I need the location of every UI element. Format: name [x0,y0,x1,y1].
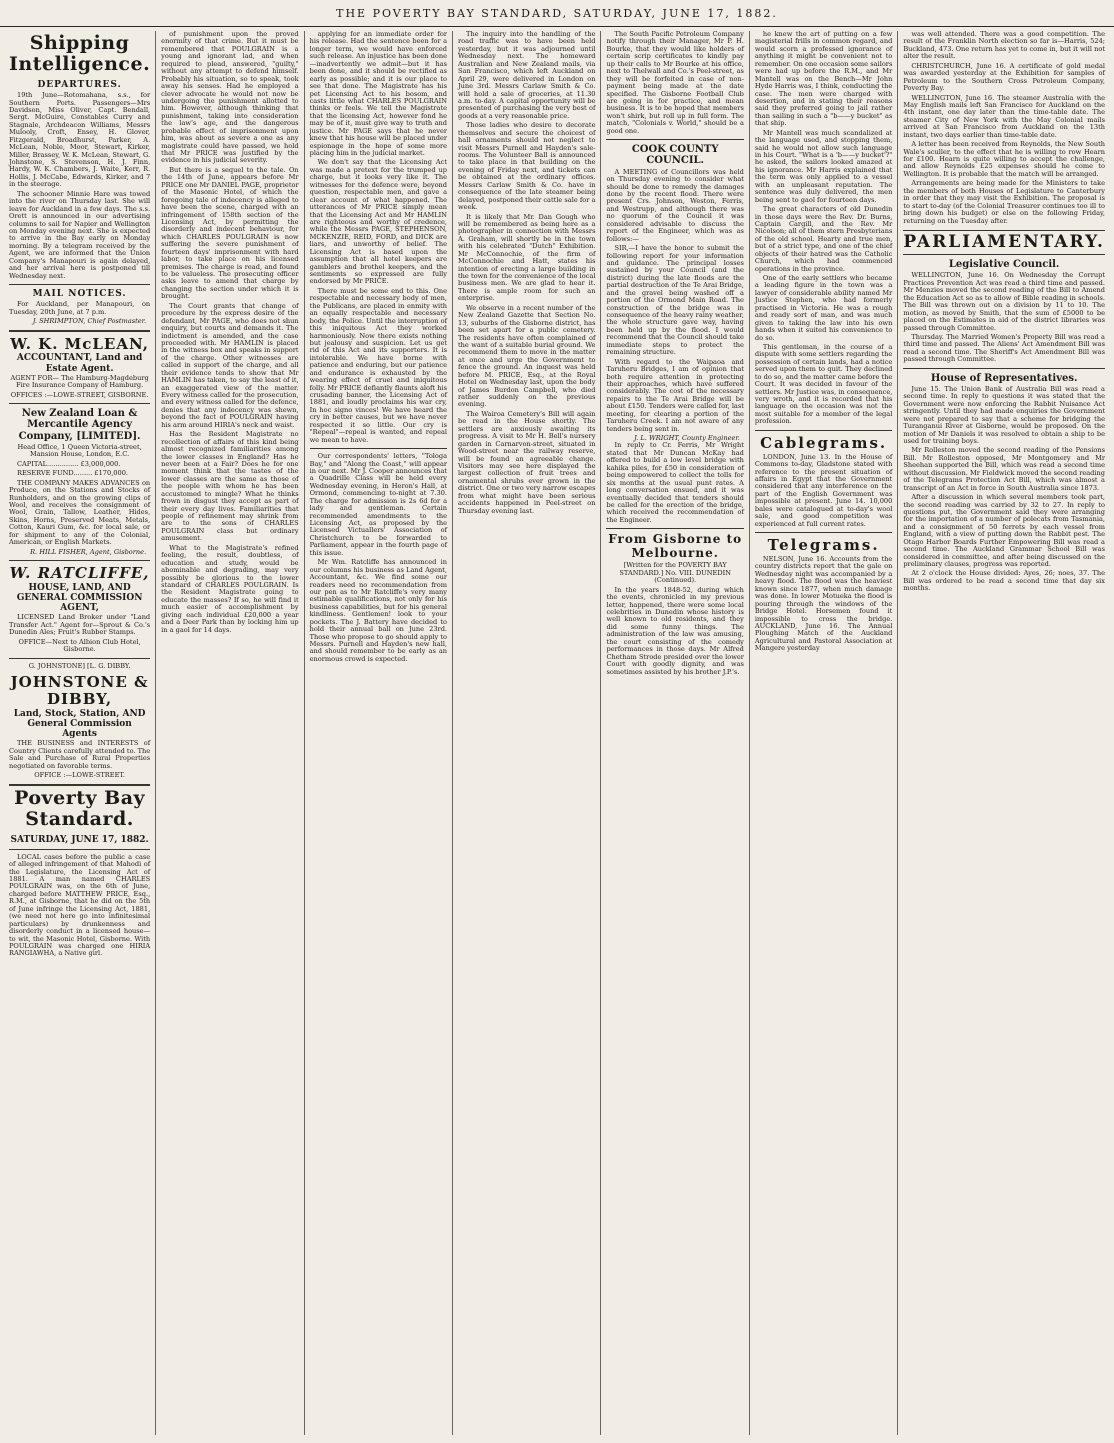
ratcliffe-text: LICENSED Land Broker under "Land Transfer Act." Agent for—Sprout & Co.'s Dunedin Ales; Fruit's Rubber Stamps. [9,613,151,637]
local-news-1: Our correspondents' letters, "Tologa Bay," and "Along the Coast," will appear in our next. Mr J. Cooper announces that a Quadrille Class will be held every Wednesday evening, in Heron's Hall, at Ormond, commencing to-night at 7.30. The charge for admission is 2s 6d for a lady and gentleman. Certain recommended amendments to the Licensing Act, as proposed by the Licensed Victuallers' Association of Christchurch to be forwarded to Parliament, appear in the fourth page of this issue. [309,452,448,557]
leader-text: LOCAL cases before the public a case of alleged infringement of that Mahodi of the Legislature, the Licensing Act of 1881. A man named CHARLES POULGRAIN was, on the 6th of June, charged before MATTHEW PRICE, Esq., R.M., at Gisborne, that he did on the 5th of June infringe the Licensing Act, 1881, (we need not here go into infinitesimal particulars) by drunkenness and disorderly conduct in a licensed house—to wit, the Masonic Hotel, Gisborne. With POULGRAIN was charged one HIRIA RANGIAWHA, a Native girl. [9,852,151,958]
telegrams-text: NELSON, June 16. Accounts from the country districts report that the gale on Wednesday night was accompanied by a heavy flood. The flood was the heaviest known since 1877, when much damage was done. In lower Motueka the flood is pouring through the windows of the Bridge Hotel. Horsemen found it impossible to cross the bridge. AUCKLAND, June 16. The Annual Ploughing Match of the Auckland Agricultural and Pastoral Association at Mangere yesterday [754,555,893,653]
mclean-name: W. K. McLEAN, [10,334,149,353]
cook-council-signature: J. L. WRIGHT, County Engineer. [634,434,740,443]
jd-heading: JOHNSTONE & DIBBY, [10,673,149,709]
cook-council-text-1: A MEETING of Councillors was held on Thursday evening to consider what should be done to remedy the damages done by the recent flood. There were present Crs. Johnson, Weston, Ferris, and Westrupp, and although there was no quorum of the Council it was considered advisable to discuss the report of the Engineer, which was as follows:— [606,167,744,243]
jd-names: G. JOHNSTONE] [L. G. DIBBY. [28,661,131,670]
reynolds-telegram: A letter has been received from Reynolds, the New South Wale's sculler, to the effect that he is willing to row Hearn for £100. Hearn is quite willing to accept the challenge, and allow Reynolds £25 expenses should he come to Wellington. It is probable that the match will be arranged. [903,140,1105,178]
exhibition-telegram: Arrangements are being made for the Ministers to take the members of both Houses of Legislature to Canterbury in order that they may visit the Exhibition. The proposal is to start to-day (of the Colonial Treasurer continues too ill to bring down his budget) or else on the following Friday, returning on the Tuesday after. [903,179,1105,225]
local-news-8: The South Pacific Petroleum Company notify through their Manager, Mr P. H. Bourke, that they would like holders of certain scrip certificates to kindly pay up their calls to Mr Bourke at his office, next to Thelwall and Co.'s Peel-street, as they will be forfeited in case of non-payment being made at the date specified. The Gisborne Football Club are going in for practice, and mean business. It is to be hoped that members won't shirk, but roll up in full form. The match, "Colonials v. World," should be a good one. [606,30,744,135]
masthead: THE POVERTY BAY STANDARD, SATURDAY, JUNE 17, 1882. [0,0,1114,27]
nzl-text: THE COMPANY MAKES ADVANCES on Produce, on the Stations and Stocks of Runholders, and on the growing clips of Wool, and receives the consignment of Wool, Grain, Tallow, Leather, Hides, Skins, Horns, Preserved Meats, Metals, Cotton, Kauri Gum, &c. for local sale, or for shipment to any of the Colonial, American, or English Markets. [9,478,151,547]
leader-end-1: applying for an immediate order for his release. Had the sentence been for a longer term, we would have enforced such release. An injustice has been done—inadvertently we admit—but it has been done, and it should be rectified as early as possible; and it is our place to see that done. The Magistrate has his pet Licensing Act to his bosom, and casts little what CHARLES POULGRAIN thinks or feels. We tell the Magistrate that the licensing Act, however fond he may be of it, must give way to truth and justice. Mr PAGE says that he never knew that his house will be placed under espionage in the hope of some more placing him in the judicial market. [309,30,448,157]
christchurch-telegram: CHRISTCHURCH, June 16. A certificate of gold medal was awarded yesterday at the Exhibition for samples of Petroleum to the Southern Cross Petroleum Company, Poverty Bay. [903,61,1105,93]
mail-signature: J. SHRIMPTON, Chief Postmaster. [32,317,147,326]
dunedin-text-3: The great characters of old Dunedin in those days were the Rev. Dr. Burns, Captain Cargill, and the Rev. Mr Nicolson; all of them stern Presbyterians of the old school. Hearty and true men, but of a strict type, and one of the chief objects of their hatred was the Catholic Church, which had commenced operations in the province. [754,205,893,273]
ratcliffe-heading: W. RATCLIFFE, [9,564,150,583]
ratcliffe-subheading: HOUSE, LAND, AND GENERAL COMMISSION AGENT, [16,583,143,614]
local-news-7: The Wairoa Cemetery's Bill will again be read in the House shortly. The settlers are anxiously awaiting its progress. A visit to Mr H. Bell's nursery garden in Carnarvon-street, situated in Wood-street near the railway reserve, will be found an agreeable change. Visitors may see here displayed the largest collection of fruit trees and ornamental shrubs ever grown in the district. One or two very narrow escapes from what might have been serious accidents happened in Peel-street on Thursday evening last. [458,409,596,515]
newspaper-columns [0,27,1114,1435]
column-5 [601,31,749,1435]
departures-text: 19th June—Rotomahana, s.s., for Southern Ports. Passengers—Mrs Davidson, Miss Oliver, Capt. Bendall, Sergt. McGuire, Constables Curry and Stagnale, Archdeacon Williams, Messrs Mulooly, Croft, Ensey, H. Glover, Fitzgerald, Broadhurst, Parker, A. McLean, Noble, Moor, Stewart, Kirker, Miller, Brassey, W. K. McLean, Stewart, G. Johnstone, S. Stevenson, H. J. Finn, Hardy, W. K. Chambers, J. Waite, Kerr, R. Hollis, J. McCabe, Edwards, Kirker, and 7 in the steerage. [9,91,151,189]
column-4 [453,31,601,1435]
jd-subheading: Land, Stock, Station, AND General Commission Agents [13,708,146,740]
nzl-reserve: RESERVE FUND......... £170,000. [17,469,128,478]
house-text-2: Mr Rolleston moved the second reading of the Pensions Bill. Mr Rolleston opposed, Mr Montgomery and Mr Sheehan supported the Bill, which was read a second time without discussion. Mr Fieldwick moved the second reading of the Telegrams Protection Act Bill, which was almost a transcript of an Act in force in South Australia since 1873. [903,446,1105,492]
thursday-text: Thursday. The Married Women's Property Bill was read a third time and passed. The Aliens' Act Amendment Bill was read a second time. The Sheriff's Act Amendment Bill was passed through Committee. [903,332,1105,364]
cook-council-text-4: In reply to Cr. Ferris, Mr Wright stated that Mr Duncan McKay had offered to build a low level bridge with kahika piles, for £50 in consideration of being empowered to collect the tolls for six months at the usual punt rates. A long conversation ensued, and it was eventually decided that tenders should be called for the erection of the bridge, which received the recommendation of the Engineer. [606,441,744,524]
jd-office: OFFICE :—LOWE-STREET. [34,771,125,780]
nzl-agent: R. HILL FISHER, Agent, Gisborne. [30,547,147,556]
leader-continued-3: The Court grants that change of procedure by the express desire of the defendant, Mr PAGE, who does not shun enquiry, but courts and demands it. The indictment is amended, and the case proceeded with. Mr HAMLIN is placed in the witness box and speaks in support of the charge. Other witnesses are called in support of the charge, and all their evidence tends to show that Mr HAMLIN has taken, to say the least of it, an exaggerated view of the matter. Every witness called for the prosecution, and every witness called for the defence, denies that any indecency was shewn, beyond the fact of POULGRAIN having his arm around HIRIA's neck and waist. [161,301,299,429]
from-gisborne-heading: From Gisborne to Melbourne. [608,532,743,560]
ratcliffe-office: OFFICE—Next to Albion Club Hotel, Gisborne. [18,637,141,654]
local-news-5: It is likely that Mr. Dan Gough who will be remembered as being here as a photographer in connection with Messrs A. Graham, will shortly be in the town with his celebrated "Dutch" Exhibition. Mr McConnochie, of the firm of McConnochie and Hatt, states his intention of erecting a large building in the town for the convenience of the local business men. We are glad to hear it. There is ample room for such an enterprise. [458,212,596,303]
local-news-3: The inquiry into the handling of the road traffic was to have been held yesterday, but it was adjourned until Wednesday next. The homeward Australian and New Zealand mails, via San Francisco, which left Auckland on April 29, were delivered in London on June 3rd. Messrs Carlaw Smith & Co. will hold a sale of groceries, at 11.30 a.m. to-day. A capital opportunity will be presented of purchasing the very best of goods at a very reasonable price. [458,30,596,120]
column-2 [156,31,304,1435]
legislative-council-text: WELLINGTON, June 16. On Wednesday the Corrupt Practices Prevention Act was read a third time and passed. Mr Menzies moved the second reading of the Bill to Amend the Education Act so as to allow of Bible reading in schools. The Bill was thrown out on a division by 11 to 10. The motion, as moved by Smith, that the sum of £5000 to be placed on the Estimates in aid of the district libraries was passed through Committee. [903,271,1105,332]
leader-continued-2: But there is a sequel to the tale. On the 14th of June, appears before Mr PRICE one Mr DANIEL PAGE, proprietor of the Masonic Hotel, of which the foregoing tale of indecency is alleged to have been the scene, charged with an infringement of 158th section of the Licensing Act, by permitting the disorderly and indecent behaviour, for which CHARLES POULGRAIN is now suffering the severe punishment of fourteen days' imprisonment with hard labor, to take place on his licensed premises. The charge is read, and found to be valueless. The prosecuting officer asks leave to amend that charge by changing the section under which it is brought. [161,165,299,301]
paper-date: SATURDAY, JUNE 17, 1882. [10,834,149,845]
mclean-agent: AGENT FOR— The Hamburg-Magdeburg Fire Insurance Company of Hamburg. [10,373,149,390]
nzl-heading: New Zealand Loan & Mercantile Agency Company, [LIMITED]. [18,408,141,442]
leader-continued-5: What to the Magistrate's refined feeling, the result, doubtless, of education and study, would be abominable and degrading, may very possibly be glorious to the lower standard of CHARLES POULGRAIN. Is the Resident Magistrate going to educate the masses? If so, he will find it much easier of accomplishment by giving each individual £20,000 a year and a Deer Park than by locking him up in a gaol for 14 days. [161,543,299,634]
column-7 [898,31,1110,1435]
nzl-capital: CAPITAL............... £3,000,000. [17,459,121,468]
telegrams-heading: Telegrams. [767,536,880,555]
column-6 [750,31,898,1435]
house-text-4: At 2 o'clock the House divided: Ayes, 26; noes, 37. The Bill was ordered to be read a second time that day six months. [903,569,1105,593]
cook-council-text-3: With regard to the Waipaoa and Taruheru Bridges, I am of opinion that both require attention in protecting their approaches, which have suffered considerably. The cost of the necessary repairs to the Te Arai Bridge will be about £150. Tenders were called for, last meeting, for clearing a portion of the Taruheru Creek. I am not aware of any tenders being sent in. [606,357,744,433]
house-text-3: After a discussion in which several members took part, the second reading was carried by 32 to 27. In reply to questions put, the Government said they were arranging for the importation of a number of polecats from Tasmania, and a consignment of 50 ferrets by each vessel from England, with a view of putting down the Rabbit pest. The Otago Harbor Boards Further Empowering Bill was read a second time. The Auckland Grammar School Bill was considered in committee, and after being discussed on the preliminary clauses, progress was reported. [903,493,1105,569]
cablegrams-text: LONDON, June 13. In the House of Commons to-day, Gladstone stated with reference to the present situation of affairs in Egypt that the Government considered that any interference on the part of the English Government was impossible at present. June 14. 10,000 bales were catalogued at to-day's wool sale, and good competition was experienced at full current rates. [754,452,893,528]
from-gisborne-subheading: [Written for the POVERTY BAY STANDARD.] No. VIII. DUNEDIN (Continued). [619,561,731,585]
dunedin-text-1: he knew the art of putting on a few magisterial frills in common regard, and would scorn a professed ignorance of anything it might be convenient not to remember. On one occasion some sailors were had up before the R.M., and Mr Mantell was on the Bench—Mr John Hyde Harris was, I think, conducting the case. The men were charged with desertion, and in stating their reasons said they preferred going to jail rather than sailing in such a "b——y bucket" as that ship. [754,30,893,128]
cook-council-text-2: SIR,—I have the honor to submit the following report for your information and guidance. The principal losses sustained by your Council (and the district) during the late floods are the partial destruction of the Te Arai Bridge, and the gravel being washed off a portion of the Ormond Main Road. The construction of the bridge was in consequence of the heavy rainy weather, the whole structure gave way, having been held up by the flood. I would recommend that the Council should take immediate steps to protect the remaining structure. [606,244,744,357]
shipping-text: The schooner Minnie Hare was towed into the river on Thursday last. She will leave for Auckland in a few days. The s.s. Orett is announced in our advertising columns to sail for Napier and Wellington on Monday evening next. She is expected to arrive in the Bay early on Monday morning. By a telegram received by the Agent, we are informed that the Union Company's Manapouri is again delayed, and her arrival here is postponed till Wednesday next. [9,189,151,280]
leader-continued-4: Has the Resident Magistrate no recollection of affairs of this kind being almost recognized familiarities among the lower classes in England? Has he never been at a Fair? Does he for one moment think that the tastes of the lower classes are the same as those of the people with whom he has been accustomed to mingle? What he thinks frown in disgust they accept as part of their every day lives. Familiarities that people of refinement may shrink from are to the sons of CHARLES POULGRAIN class but ordinary amusement. [161,430,299,543]
parliamentary-heading: PARLIAMENTARY. [903,230,1105,255]
mclean-offices: OFFICES :—LOWE-STREET, GISBORNE. [10,390,149,399]
cablegrams-heading: Cablegrams. [760,433,888,452]
legislative-council-heading: Legislative Council. [948,259,1060,271]
mclean-title: ACCOUNTANT, Land and Estate Agent. [16,353,143,374]
cook-council-heading: COOK COUNTY COUNCIL. [631,144,719,167]
shipping-heading: Shipping Intelligence. [9,32,151,76]
dunedin-text-5: This gentleman, in the course of a dispute with some settlers regarding the possession of certain lands, had a notice served upon them to quit. They declined to do so, and the matter came before the Court. It was decided in favour of the settlers. Mr Justice was, in consequence, very wroth, and it is recorded that his language on the occasion was not the most suitable for a member of the legal profession. [754,342,893,426]
leader-end-2: We don't say that the Licensing Act was made a pretext for the trumped up charge, but it looks very like it. The witnesses for the defence were, beyond question, respectable men, and gave a clear account of what happened. The utterances of Mr PRICE simply mean that the Licensing Act and Mr HAMLIN are righteous and worthy of credence, while the Messrs PAGE, STEPHENSON, MCKENZIE, REID, FORD, and DICK are liars, and unworthy of belief. The Licensing Act is based upon the assumption that all hotel keepers are gamblers and brothel keepers, and the sentiments so expressed are fully endorsed by Mr PRICE. [309,158,448,286]
house-text-1: June 15. The Union Bank of Australia Bill was read a second time. In reply to questions it was stated that the Government were now enforcing the Rabbit Nuisance Act stringently. Until they had made enquiries the Government were not prepared to say that a scheme for bridging the Turanganui River at Gisborne, would be proposed. On the motion of Mr Daniels it was resolved to obtain a ship to be used for training boys. [903,384,1105,446]
nzl-office: Head Office, 1 Queen Victoria-street, Mansion House, London, E.C. [17,442,142,459]
house-of-representatives-heading: House of Representatives. [930,372,1078,384]
mail-heading: MAIL NOTICES. [32,289,127,300]
dunedin-text-2: Mr Mantell was much scandalized at the language used, and stopping them, said he would not allow such language in his Court. "What is a 'b——y bucket'?" he asked, the sailors looked amazed at his ignorance. Mr Harris explained that the term was only applied to a vessel with an unpleasant reputation. The sentence was duly delivered, the men being sent to gaol for fourteen days. [754,128,893,204]
local-news-2: Mr Wm. Ratcliffe has announced in our columns his business as Land Agent, Accountant, &c. We find some our readers need no recommendation from our pen as to Mr Ratcliffe's very many estimable qualifications, not only for his business capabilities, but for his general kindliness. Gentlemen! look to your pockets. The J. Battery have decided to hold their annual ball on June 23rd. Those who propose to go should apply to Messrs. Purnell and Hayden's new hall, and should remember to be early as an enormous crowd is expected. [309,558,448,663]
leader-continued-1: of punishment upon the proved enormity of that crime. But it must be remembered that POULGRAIN is a young and ignorant lad, and when required to plead, answered, "guilty," without any attempt to defend himself. Probably his situation, so to speak, took away his senses. Had he employed a clever advocate he would not now be undergoing the punishment allotted to him. However, although thinking that punishment, taking into consideration the law's age, and the dangerous probable effect of imprisonment upon him, was about as severe a one as any magistrate could have passed, we hold that Mr PRICE was justified by the evidence in his judicial severity. [161,30,299,165]
column-1 [4,31,156,1435]
local-news-6: We observe in a recent number of the New Zealand Gazette that Section No. 13, suburbs of the Gisborne district, has been set apart for a public cemetery. The residents have often complained of the want of a suitable burial ground. We recommend them to move in the matter at once and urge the Government to fence the ground. An inquest was held before M. PRICE, Esq., at the Royal Hotel on Wednesday last, upon the body of James Burdon Campbell, who died rather suddenly on the previous evening. [458,303,596,409]
column-3 [305,31,453,1435]
paper-title: Poverty Bay Standard. [14,786,146,831]
wellington-telegram: WELLINGTON, June 16. The steamer Australia with the May English mails left San Francisco for Auckland on the 4th instant, one day later than the time-table date. The steamer City of New York with the May Colonial mails arrived at San Francisco from Auckland on the 13th instant, two days earlier than time-table date. [903,93,1105,139]
departures-heading: DEPARTURES. [37,79,122,90]
leader-end-3: There must be some end to this. One respectable and necessary body of men, the Publicans, are placed in enmity with an equally respectable and necessary body, the Police. Until the interruption of this iniquitous Act they worked harmoniously. Now there exists nothing but jealousy and suspicion. Let us get rid of this Act and its supporters. It is intolerable. We have borne with patience and enduring, but our patience and endurance is exhausted by the wearing effect of cruel and iniquitous folly. Mr PRICE defiantly flaunts aloft his crusading banner, the Licensing Act of 1881, and loudly proclaims his war cry, In hoc signo vinces! We have heard the cry in better causes, but we have never respected it so little. Our cry is "Repeal"—repeal is wanted, and repeal we mean to have. [309,286,448,444]
telegrams-continued: was well attended. There was a good competition. The result of the Franklin North election so far is—Harris, 524; Buckland, 473. One return has yet to come in, but it will not alter the result. [903,30,1105,61]
dunedin-text-4: One of the early settlers who became a leading figure in the town was a lawyer of considerable ability named Mr Justice Stephen, who had formerly practised in Victoria. He was a rough and ready sort of man, and was much given to taking the law into his own hands when it suited his convenience to do so. [754,274,893,342]
from-gisborne-text: In the years 1848-52, during which the events, chronicled in my previous letter, happened, there were some local celebrities in Dunedin whose history is well known to old residents, and they did some funny things. The administration of the law was amusing, the court consisting of the comedy performances in those days. Mr Alfred Chetham Strode presided over the lower Court with goodly dignity, and was sometimes assisted by his brother J.P.'s. [606,585,744,676]
local-news-4: Those ladies who desire to decorate themselves and secure the choicest of hall ornaments should not neglect to visit Messrs Purnell and Hayden's sale-rooms. The Volunteer Ball is announced to take place in that building on the evening of Friday next, and tickets can be obtained at the ordinary offices. Messrs Carlaw Smith & Co. have in consequence of the late steamer being delayed, postponed their cattle sale for a week. [458,121,596,212]
jd-text: THE BUSINESS and INTERESTS of Country Clients carefully attended to. The Sale and Purchase of Rural Properties negotiated on favorable terms. [9,739,151,770]
mail-text: For Auckland, per Manapouri, on Tuesday, 20th June, at 7 p.m. [9,300,151,316]
